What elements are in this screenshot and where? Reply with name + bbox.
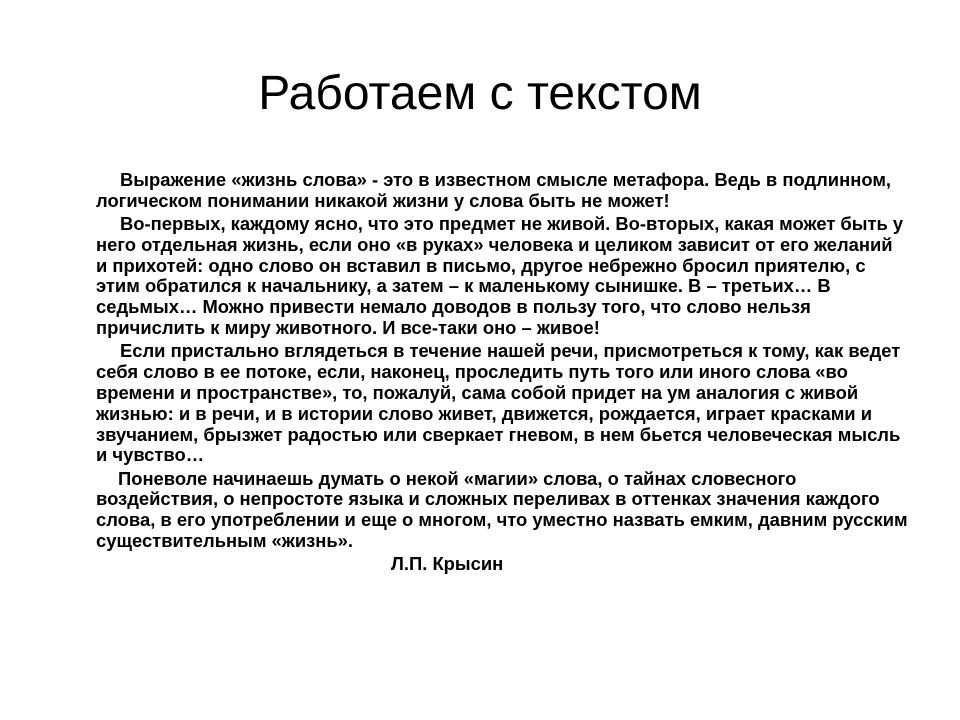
text-body: [96, 170, 908, 575]
slide-title: Работаем с текстом: [258, 67, 702, 120]
paragraph-4: Поневоле начинаешь думать о некой «магии» слова, о тайнах словесного воздействия, о непростоте языка и сложных переливах в оттенках значения каждого слова, в его употреблении и еще о многом, что уместно назвать емким, давним русским существительным «жизнь».: [96, 467, 908, 552]
paragraph-3: Если пристально вглядеться в течение нашей речи, присмотреться к тому, как ведет себя слово в ее потоке, если, наконец, проследить путь того или иного слова «во времени и пространстве», то, пожалуй, сама собой придет на ум аналогия с живой жизнью: и в речи, и в истории слово живет, движется, рождается, играет красками и звучанием, брызжет радостью или сверкает гневом, в нем бьется человеческая мысль и чувство…: [96, 340, 901, 466]
author-signature: Л.П. Крысин: [391, 553, 504, 575]
paragraph-1: Выражение «жизнь слова» - это в известном смысле метафора. Ведь в подлинном, логическом понимании никакой жизни у слова быть не может!: [96, 169, 892, 211]
paragraph-2: Во-первых, каждому ясно, что это предмет не живой. Во-вторых, какая может быть у него отдельная жизнь, если оно «в руках» человека и целиком зависит от его желаний и прихотей: одно слово он вставил в письмо, другое небрежно бросил приятелю, с этим обратился к начальнику, а затем – к маленькому сынишке. В – третьих… В седьмых… Можно привести немало доводов в пользу того, что слово нельзя причислить к миру животного. И все-таки оно – живое!: [96, 213, 904, 339]
